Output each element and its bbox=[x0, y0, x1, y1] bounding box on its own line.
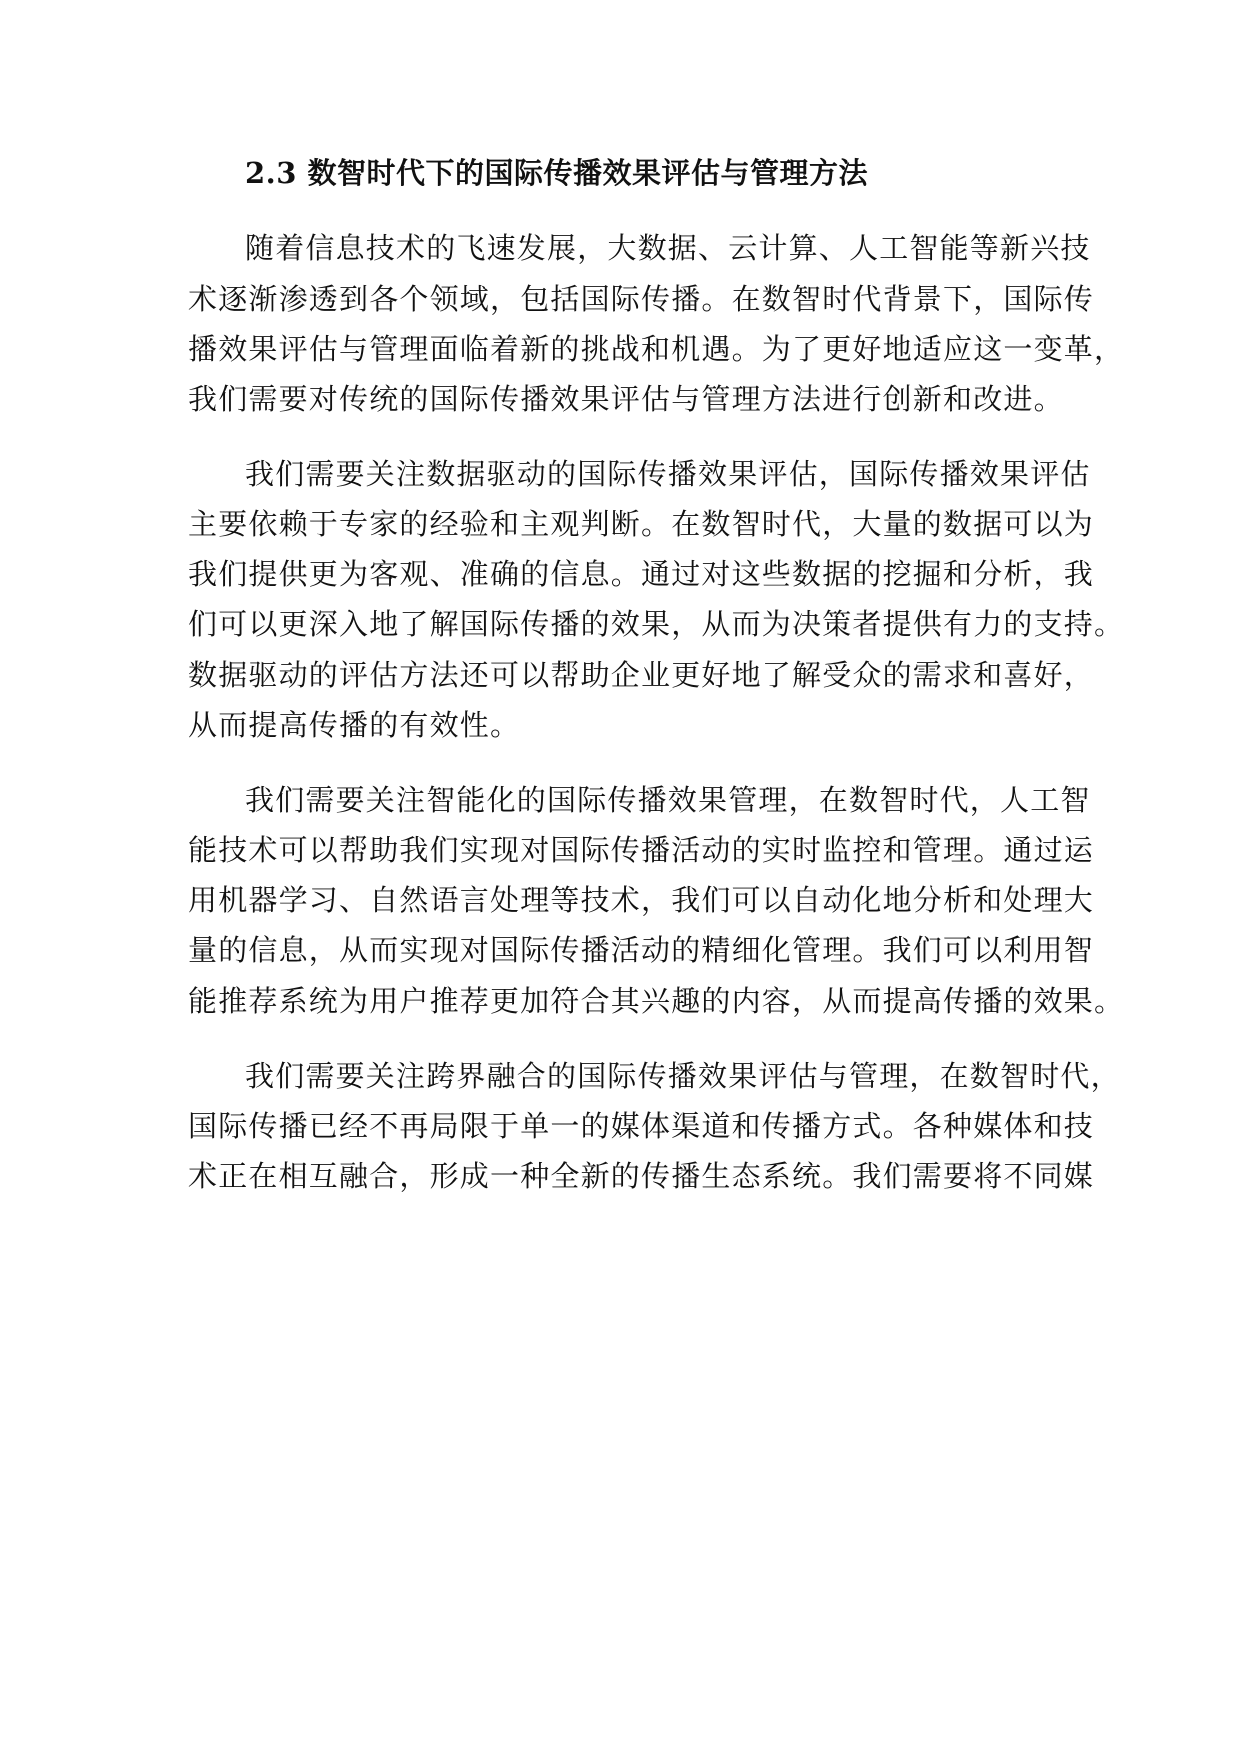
paragraph-line: 能技术可以帮助我们实现对国际传播活动的实时监控和管理。通过运 bbox=[188, 833, 1095, 867]
paragraph-line: 我们需要对传统的国际传播效果评估与管理方法进行创新和改进。 bbox=[188, 382, 1064, 416]
paragraph-line: 数据驱动的评估方法还可以帮助企业更好地了解受众的需求和喜好， bbox=[188, 658, 1095, 692]
paragraph-line: 主要依赖于专家的经验和主观判断。在数智时代，大量的数据可以为 bbox=[188, 507, 1095, 541]
paragraph-line: 我们需要关注跨界融合的国际传播效果评估与管理，在数智时代， bbox=[245, 1059, 1121, 1093]
paragraph-line: 国际传播已经不再局限于单一的媒体渠道和传播方式。各种媒体和技 bbox=[188, 1109, 1095, 1143]
paragraph-line: 用机器学习、自然语言处理等技术，我们可以自动化地分析和处理大 bbox=[188, 883, 1095, 917]
paragraph-line: 我们提供更为客观、准确的信息。通过对这些数据的挖掘和分析，我 bbox=[188, 557, 1095, 591]
paragraph-line: 从而提高传播的有效性。 bbox=[188, 708, 521, 742]
paragraph-line: 我们需要关注智能化的国际传播效果管理，在数智时代，人工智 bbox=[245, 783, 1091, 817]
section-heading: 2.3 数智时代下的国际传播效果评估与管理方法 bbox=[245, 156, 869, 190]
paragraph-line: 们可以更深入地了解国际传播的效果，从而为决策者提供有力的支持。 bbox=[188, 607, 1125, 641]
paragraph-line: 术正在相互融合，形成一种全新的传播生态系统。我们需要将不同媒 bbox=[188, 1159, 1095, 1193]
paragraph-line: 播效果评估与管理面临着新的挑战和机遇。为了更好地适应这一变革， bbox=[188, 332, 1125, 366]
paragraph-line: 我们需要关注数据驱动的国际传播效果评估，国际传播效果评估 bbox=[245, 457, 1091, 491]
paragraph-line: 量的信息，从而实现对国际传播活动的精细化管理。我们可以利用智 bbox=[188, 933, 1095, 967]
paragraph-line: 术逐渐渗透到各个领域，包括国际传播。在数智时代背景下，国际传 bbox=[188, 282, 1095, 316]
paragraph-line: 能推荐系统为用户推荐更加符合其兴趣的内容，从而提高传播的效果。 bbox=[188, 984, 1125, 1018]
paragraph-line: 随着信息技术的飞速发展，大数据、云计算、人工智能等新兴技 bbox=[245, 231, 1091, 265]
